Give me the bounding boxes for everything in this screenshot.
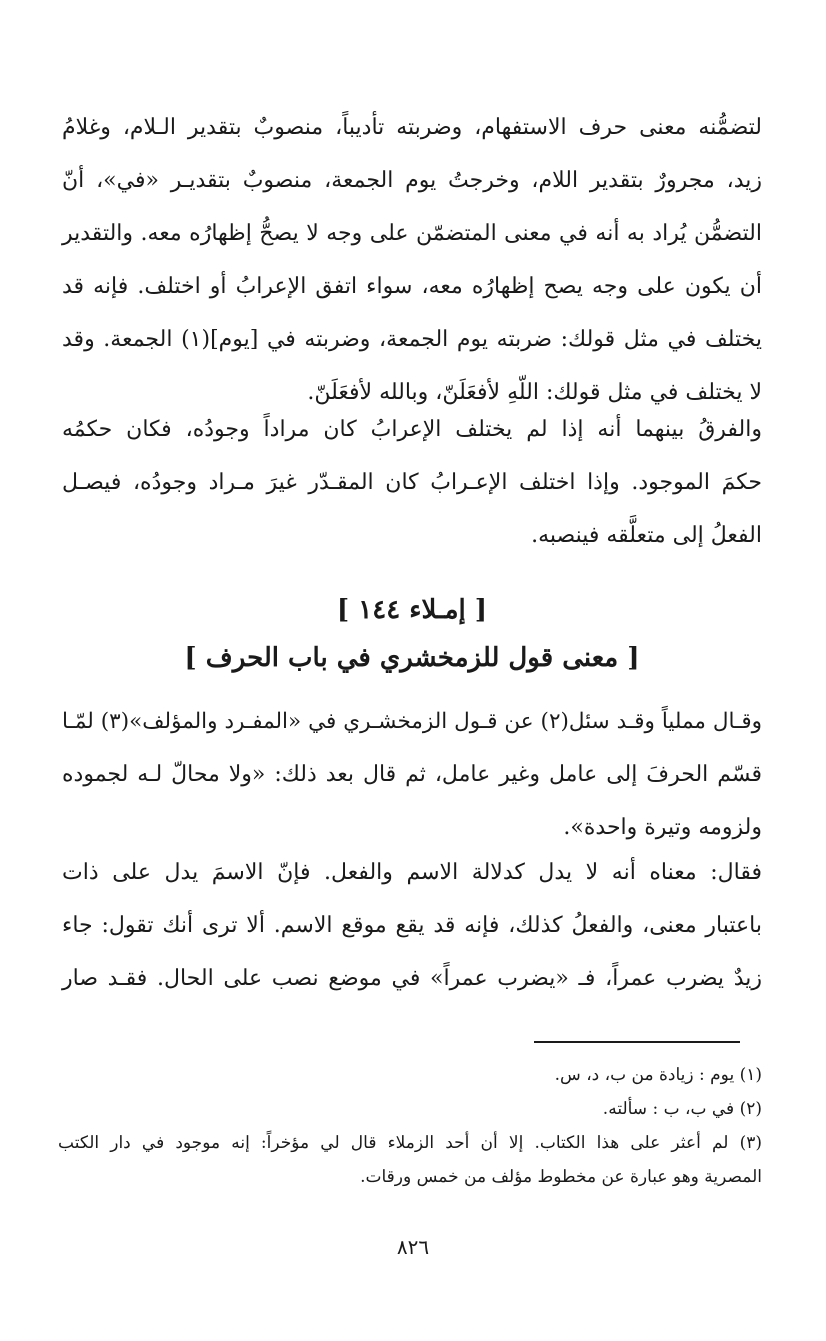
text-line: حكمَ الموجود. وإذا اختلف الإعـرابُ كان المقـدّر غيرَ مـراد وجودُه، فيصـل	[62, 470, 762, 495]
text-line: وقـال مملياً وقـد سئل(٢) عن قـول الزمخشـري في «المفـرد والمؤلف»(٣) لمّـا	[62, 709, 762, 734]
text-line: يختلف في مثل قولك: ضربته يوم الجمعة، وضربته في [يوم](١) الجمعة. وقد	[62, 327, 762, 352]
section-subtitle: [ معنى قول للزمخشري في باب الحرف ]	[184, 643, 640, 673]
text-line: فقال: معناه أنه لا يدل كدلالة الاسم والفعل. فإنّ الاسمَ يدل على ذات	[62, 860, 762, 885]
footnotes	[58, 1058, 762, 1194]
text-line: ولزومه وتيرة واحدة».	[563, 815, 762, 840]
section-title: [ إمـلاء ١٤٤ ]	[336, 595, 488, 625]
body-paragraph-3	[62, 695, 762, 854]
text-line: والفرقُ بينهما أنه إذا لم يختلف الإعرابُ كان مراداً وجودُه، فكان حكمُه	[62, 417, 762, 442]
footnote-1: (١) يوم : زيادة من ب، د، س.	[554, 1065, 762, 1085]
text-line: لتضمُّنه معنى حرف الاستفهام، وضربته تأديباً، منصوبٌ بتقدير الـلام، وغلامُ	[62, 115, 762, 140]
footnote-3: (٣) لم أعثر على هذا الكتاب. إلا أن أحد الزملاء قال لي مؤخراً: إنه موجود في دار الكتب	[58, 1133, 762, 1153]
text-line: باعتبار معنى، والفعلُ كذلك، فإنه قد يقع موقع الاسم. ألا ترى أنك تقول: جاء	[62, 913, 762, 938]
text-line: الفعلُ إلى متعلَّقه فينصبه.	[531, 523, 762, 548]
footnote-3-continued: المصرية وهو عبارة عن مخطوط مؤلف من خمس ورقات.	[360, 1167, 762, 1187]
page-number: ٨٢٦	[396, 1235, 430, 1259]
body-paragraph-4	[62, 846, 762, 1005]
text-line: أن يكون على وجه يصح إظهارُه معه، سواء اتفق الإعرابُ أو اختلف. فإنه قد	[62, 274, 762, 299]
footnote-2: (٢) في ب، ب : سألته.	[602, 1099, 762, 1119]
body-paragraph-2	[62, 403, 762, 562]
text-line: لا يختلف في مثل قولك: اللّهِ لأفعَلَنّ، وبالله لأفعَلَنّ.	[307, 380, 762, 405]
footnote-separator	[534, 1041, 740, 1043]
text-line: قسّم الحرفَ إلى عامل وغير عامل، ثم قال بعد ذلك: «ولا محالّ لـه لجموده	[62, 762, 762, 787]
text-line: زيد، مجرورٌ بتقدير اللام، وخرجتُ يوم الجمعة، منصوبٌ بتقديـر «في»، أنّ	[62, 168, 762, 193]
body-paragraph-1	[62, 101, 762, 419]
text-line: التضمُّن يُراد به أنه في معنى المتضمّن على وجه لا يصحُّ إظهارُه معه. والتقدير	[62, 221, 762, 246]
text-line: زيدٌ يضرب عمراً، فـ «يضرب عمراً» في موضع نصب على الحال. فقـد صار	[62, 966, 762, 991]
